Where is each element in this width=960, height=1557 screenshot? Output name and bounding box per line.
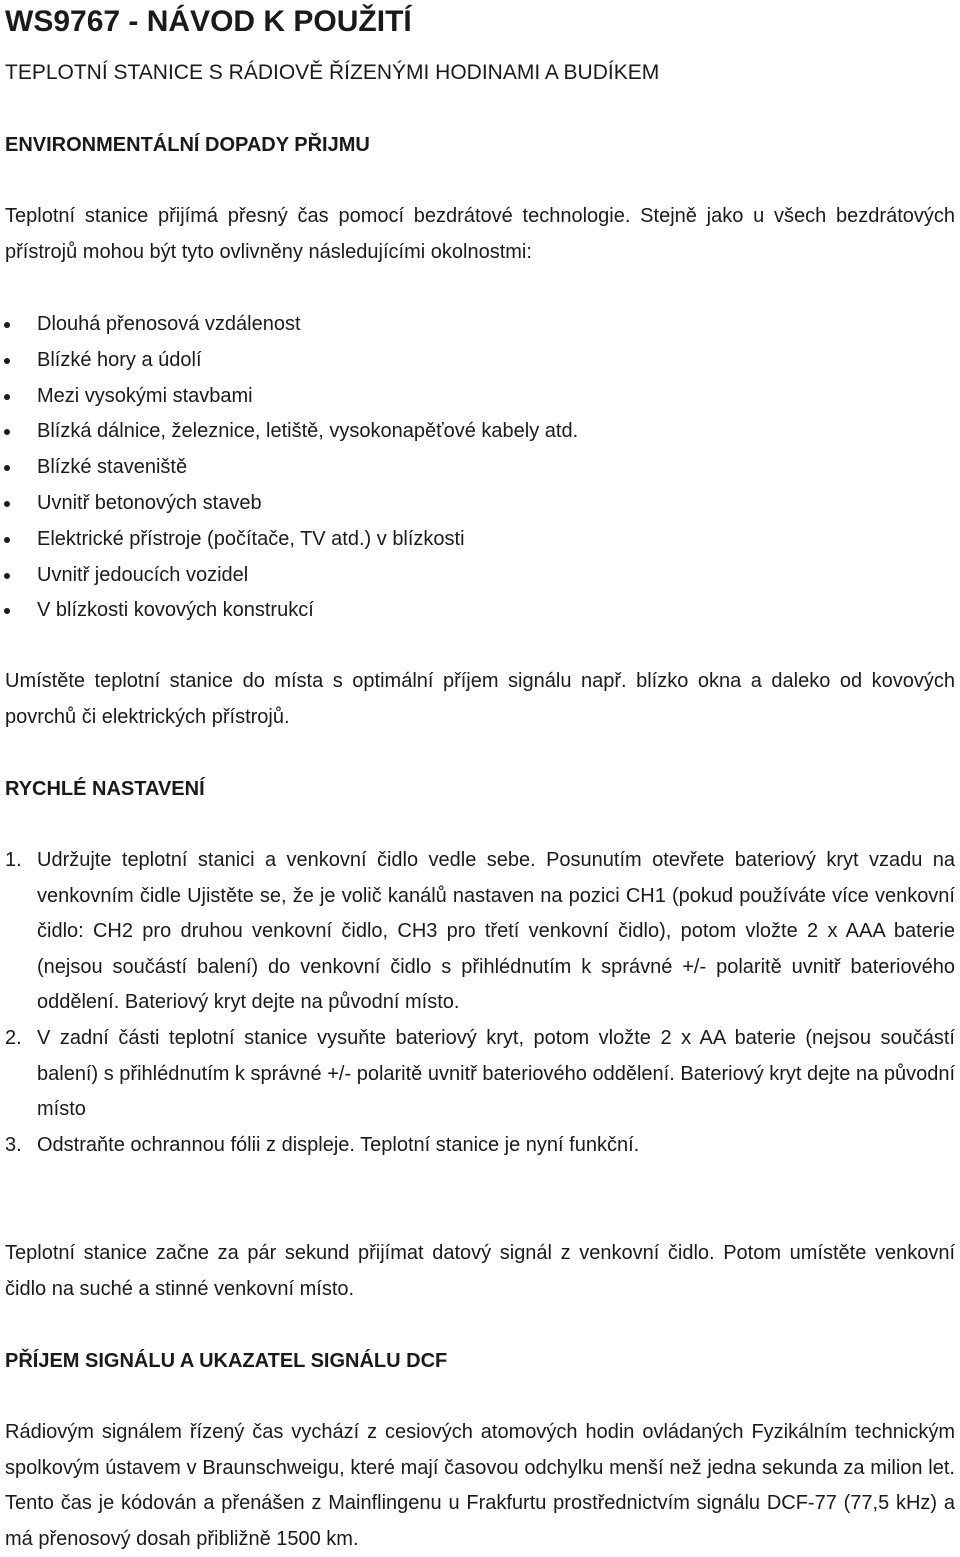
after-setup-paragraph: Teplotní stanice začne za pár sekund přijímat datový signál z venkovní čidlo. Potom umístěte venkovní čidlo na suché a stinné venkovní místo. bbox=[5, 1242, 955, 1300]
bullet-icon bbox=[4, 394, 10, 400]
list-item-text: Blízké staveniště bbox=[37, 456, 188, 479]
bullet-icon bbox=[4, 537, 10, 543]
bullet-icon bbox=[4, 608, 10, 614]
setup-step bbox=[0, 843, 955, 1021]
bullet-icon bbox=[4, 465, 10, 471]
step-text: Udržujte teplotní stanici a venkovní čidlo vedle sebe. Posunutím otevřete bateriový kryt vzadu na venkovním čidle Ujistěte se, že je volič kanálů nastaven na pozici CH1 (pokud používáte více venkovní čidlo: CH2 pro druhou venkovní čidlo, CH3 pro třetí venkovní čidlo), potom vložte 2 x AAA baterie (nejsou součástí balení) do venkovní čidlo s přihlédnutím k správné +/- polaritě uvnitř bateriového oddělení. Bateriový kryt dejte na původní místo. bbox=[37, 849, 955, 1014]
setup-step bbox=[0, 1021, 955, 1128]
list-item bbox=[0, 414, 578, 450]
list-item bbox=[0, 450, 578, 486]
list-item-text: Mezi vysokými stavbami bbox=[37, 384, 253, 407]
list-item-text: Blízká dálnice, železnice, letiště, vysokonapěťové kabely atd. bbox=[37, 420, 579, 443]
step-text: Odstraňte ochrannou fólii z displeje. Teplotní stanice je nyní funkční. bbox=[37, 1133, 640, 1156]
list-item bbox=[0, 343, 578, 379]
list-item-text: Dlouhá přenosová vzdálenost bbox=[37, 313, 301, 335]
list-item bbox=[0, 593, 578, 629]
list-item bbox=[0, 522, 578, 558]
setup-steps-list bbox=[0, 843, 960, 1163]
bullet-icon bbox=[4, 322, 10, 328]
step-number: 3. bbox=[5, 1133, 22, 1156]
section-heading-dcf: PŘÍJEM SIGNÁLU A UKAZATEL SIGNÁLU DCF bbox=[5, 1350, 448, 1372]
list-item bbox=[0, 379, 578, 415]
section-heading-environment: ENVIRONMENTÁLNÍ DOPADY PŘIJMU bbox=[5, 134, 370, 156]
placement-paragraph: Umístěte teplotní stanice do místa s optimální příjem signálu např. blízko okna a daleko od kovových povrchů či elektrických přístrojů. bbox=[5, 670, 955, 728]
list-item bbox=[0, 486, 578, 522]
list-item-text: V blízkosti kovových konstrukcí bbox=[37, 599, 314, 622]
list-item-text: Blízké hory a údolí bbox=[37, 348, 202, 371]
list-item-text: Uvnitř betonových staveb bbox=[37, 491, 262, 514]
step-number: 2. bbox=[5, 1026, 22, 1049]
list-item bbox=[0, 558, 578, 594]
step-text: V zadní části teplotní stanice vysuňte bateriový kryt, potom vložte 2 x AA baterie (nejsou součástí balení) s přihlédnutím k správné +/- polaritě uvnitř bateriového oddělení. Bateriový kryt dejte na původní místo bbox=[37, 1026, 955, 1121]
dcf-paragraph: Rádiovým signálem řízený čas vychází z cesiových atomových hodin ovládaných Fyzikálním technickým spolkovým ústavem v Braunschweigu, které mají časovou odchylku menší než jedna sekunda za milion let. Tento čas je kódován a přenášen z Mainflingenu u Frakfurtu prostřednictvím signálu DCF-77 (77,5 kHz) a má přenosový dosah přibližně 1500 km. bbox=[5, 1421, 955, 1550]
step-number: 1. bbox=[5, 849, 22, 871]
bullet-icon bbox=[4, 501, 10, 507]
bullet-icon bbox=[4, 573, 10, 579]
interference-factors-list bbox=[0, 307, 578, 629]
document-subtitle: TEPLOTNÍ STANICE S RÁDIOVĚ ŘÍZENÝMI HODINAMI A BUDÍKEM bbox=[5, 61, 660, 84]
list-item bbox=[0, 307, 578, 343]
document-title: WS9767 - NÁVOD K POUŽITÍ bbox=[5, 5, 412, 38]
bullet-icon bbox=[4, 358, 10, 364]
section-heading-quick-setup: RYCHLÉ NASTAVENÍ bbox=[5, 778, 205, 800]
bullet-icon bbox=[4, 429, 10, 435]
list-item-text: Elektrické přístroje (počítače, TV atd.) v blízkosti bbox=[37, 527, 465, 550]
environment-intro-paragraph: Teplotní stanice přijímá přesný čas pomocí bezdrátové technologie. Stejně jako u všech bezdrátových přístrojů mohou být tyto ovlivněny následujícími okolnostmi: bbox=[5, 205, 955, 263]
setup-step bbox=[0, 1128, 955, 1164]
list-item-text: Uvnitř jedoucích vozidel bbox=[37, 563, 249, 586]
